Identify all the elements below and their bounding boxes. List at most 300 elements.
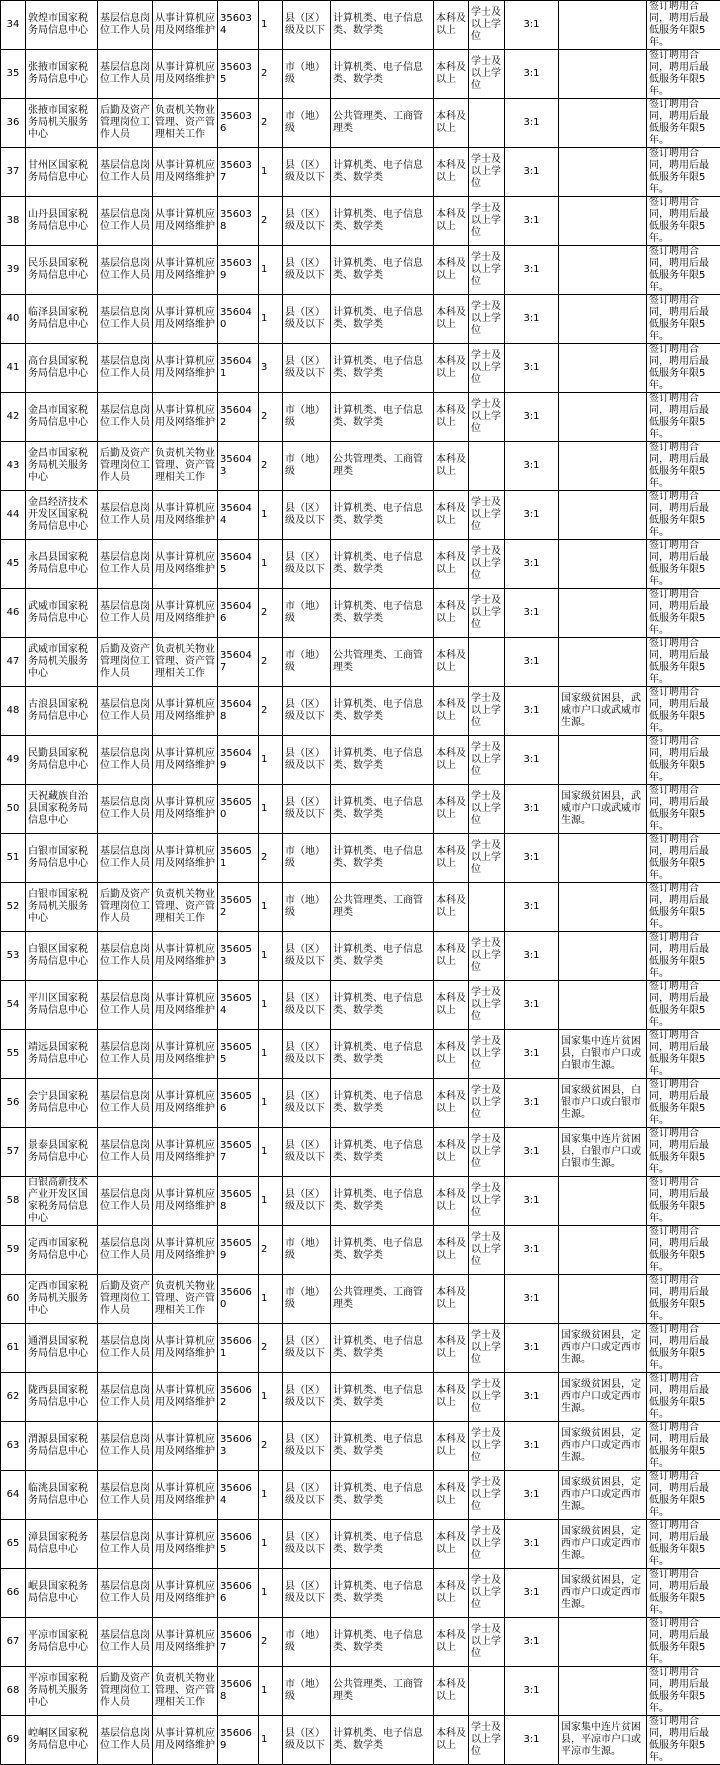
- education-cell: 本科及以上: [434, 589, 469, 638]
- row-number: 42: [1, 393, 26, 442]
- other-requirement-cell: [559, 442, 647, 491]
- post-code-cell: 356046: [218, 589, 259, 638]
- hire-count-cell: 2: [259, 589, 283, 638]
- ratio-cell: 3:1: [505, 981, 559, 1030]
- level-cell: 市（地）级: [283, 1618, 331, 1667]
- table-row: [1, 99, 720, 148]
- table-row: [1, 589, 720, 638]
- major-cell: 计算机类、电子信息类、数学类: [331, 344, 434, 393]
- hire-count-cell: 1: [259, 932, 283, 981]
- note-cell: 签订聘用合同，聘用后最低服务年限5年。: [647, 246, 720, 295]
- row-number: 39: [1, 246, 26, 295]
- row-number: 60: [1, 1275, 26, 1324]
- note-cell: 签订聘用合同，聘用后最低服务年限5年。: [647, 1520, 720, 1569]
- table-row: [1, 344, 720, 393]
- degree-cell: 学士及以上学位: [469, 295, 505, 344]
- major-cell: 计算机类、电子信息类、数学类: [331, 1716, 434, 1765]
- level-cell: 县（区）级及以下: [283, 1030, 331, 1079]
- ratio-cell: 3:1: [505, 246, 559, 295]
- note-cell: 签订聘用合同，聘用后最低服务年限5年。: [647, 50, 720, 99]
- degree-cell: 学士及以上学位: [469, 148, 505, 197]
- row-number: 64: [1, 1471, 26, 1520]
- major-cell: 计算机类、电子信息类、数学类: [331, 1520, 434, 1569]
- hire-count-cell: 1: [259, 785, 283, 834]
- post-name-cell: 基层信息岗位工作人员: [98, 1079, 153, 1128]
- note-cell: 签订聘用合同，聘用后最低服务年限5年。: [647, 393, 720, 442]
- note-cell: 签订聘用合同，聘用后最低服务年限5年。: [647, 1716, 720, 1765]
- org-name-cell: 白银市国家税务局信息中心: [26, 834, 98, 883]
- post-code-cell: 356060: [218, 1275, 259, 1324]
- post-code-cell: 356057: [218, 1128, 259, 1177]
- major-cell: 公共管理类、工商管理类: [331, 1667, 434, 1716]
- ratio-cell: 3:1: [505, 1, 559, 50]
- table-row: [1, 50, 720, 99]
- degree-cell: 学士及以上学位: [469, 589, 505, 638]
- post-name-cell: 基层信息岗位工作人员: [98, 932, 153, 981]
- education-cell: 本科及以上: [434, 1177, 469, 1226]
- post-name-cell: 后勤及资产管理岗位工作人员: [98, 638, 153, 687]
- degree-cell: 学士及以上学位: [469, 736, 505, 785]
- org-name-cell: 白银市国家税务局机关服务中心: [26, 883, 98, 932]
- ratio-cell: 3:1: [505, 1520, 559, 1569]
- note-cell: 签订聘用合同，聘用后最低服务年限5年。: [647, 785, 720, 834]
- note-cell: 签订聘用合同，聘用后最低服务年限5年。: [647, 344, 720, 393]
- major-cell: 计算机类、电子信息类、数学类: [331, 1471, 434, 1520]
- degree-cell: [469, 99, 505, 148]
- other-requirement-cell: 国家级贫困县，定西市户口或定西市生源。: [559, 1373, 647, 1422]
- row-number: 50: [1, 785, 26, 834]
- other-requirement-cell: [559, 1275, 647, 1324]
- post-name-cell: 基层信息岗位工作人员: [98, 1324, 153, 1373]
- level-cell: 县（区）级及以下: [283, 1128, 331, 1177]
- degree-cell: 学士及以上学位: [469, 785, 505, 834]
- duty-cell: 从事计算机应用及网络维护: [153, 1226, 218, 1275]
- major-cell: 计算机类、电子信息类、数学类: [331, 589, 434, 638]
- post-name-cell: 基层信息岗位工作人员: [98, 295, 153, 344]
- duty-cell: 从事计算机应用及网络维护: [153, 50, 218, 99]
- org-name-cell: 岷县国家税务局信息中心: [26, 1569, 98, 1618]
- org-name-cell: 渭源县国家税务局信息中心: [26, 1422, 98, 1471]
- table-row: [1, 1324, 720, 1373]
- education-cell: 本科及以上: [434, 295, 469, 344]
- level-cell: 县（区）级及以下: [283, 736, 331, 785]
- level-cell: 县（区）级及以下: [283, 981, 331, 1030]
- education-cell: 本科及以上: [434, 442, 469, 491]
- org-name-cell: 古浪县国家税务局信息中心: [26, 687, 98, 736]
- post-code-cell: 356062: [218, 1373, 259, 1422]
- other-requirement-cell: [559, 638, 647, 687]
- note-cell: 签订聘用合同，聘用后最低服务年限5年。: [647, 1226, 720, 1275]
- other-requirement-cell: [559, 589, 647, 638]
- post-name-cell: 基层信息岗位工作人员: [98, 1471, 153, 1520]
- level-cell: 市（地）级: [283, 883, 331, 932]
- hire-count-cell: 1: [259, 1471, 283, 1520]
- post-name-cell: 后勤及资产管理岗位工作人员: [98, 1667, 153, 1716]
- duty-cell: 从事计算机应用及网络维护: [153, 834, 218, 883]
- education-cell: 本科及以上: [434, 932, 469, 981]
- other-requirement-cell: 国家级贫困县，定西市户口或定西市生源。: [559, 1324, 647, 1373]
- post-code-cell: 356034: [218, 1, 259, 50]
- other-requirement-cell: [559, 1618, 647, 1667]
- degree-cell: [469, 1275, 505, 1324]
- major-cell: 计算机类、电子信息类、数学类: [331, 1324, 434, 1373]
- hire-count-cell: 1: [259, 883, 283, 932]
- education-cell: 本科及以上: [434, 638, 469, 687]
- ratio-cell: 3:1: [505, 589, 559, 638]
- post-code-cell: 356036: [218, 99, 259, 148]
- note-cell: 签订聘用合同，聘用后最低服务年限5年。: [647, 834, 720, 883]
- major-cell: 计算机类、电子信息类、数学类: [331, 1226, 434, 1275]
- row-number: 49: [1, 736, 26, 785]
- duty-cell: 从事计算机应用及网络维护: [153, 1373, 218, 1422]
- table-row: [1, 491, 720, 540]
- post-code-cell: 356056: [218, 1079, 259, 1128]
- education-cell: 本科及以上: [434, 246, 469, 295]
- note-cell: 签订聘用合同，聘用后最低服务年限5年。: [647, 1471, 720, 1520]
- ratio-cell: 3:1: [505, 1667, 559, 1716]
- org-name-cell: 崆峒区国家税务局信息中心: [26, 1716, 98, 1765]
- degree-cell: 学士及以上学位: [469, 981, 505, 1030]
- post-name-cell: 基层信息岗位工作人员: [98, 1226, 153, 1275]
- post-name-cell: 基层信息岗位工作人员: [98, 785, 153, 834]
- other-requirement-cell: [559, 883, 647, 932]
- education-cell: 本科及以上: [434, 785, 469, 834]
- major-cell: 计算机类、电子信息类、数学类: [331, 1079, 434, 1128]
- duty-cell: 从事计算机应用及网络维护: [153, 1716, 218, 1765]
- degree-cell: [469, 638, 505, 687]
- duty-cell: 从事计算机应用及网络维护: [153, 1618, 218, 1667]
- row-number: 65: [1, 1520, 26, 1569]
- major-cell: 计算机类、电子信息类、数学类: [331, 1569, 434, 1618]
- org-name-cell: 金昌经济技术开发区国家税务局信息中心: [26, 491, 98, 540]
- post-code-cell: 356038: [218, 197, 259, 246]
- table-row: [1, 1520, 720, 1569]
- row-number: 61: [1, 1324, 26, 1373]
- degree-cell: 学士及以上学位: [469, 1, 505, 50]
- post-code-cell: 356067: [218, 1618, 259, 1667]
- ratio-cell: 3:1: [505, 1471, 559, 1520]
- post-code-cell: 356045: [218, 540, 259, 589]
- ratio-cell: 3:1: [505, 1275, 559, 1324]
- table-row: [1, 246, 720, 295]
- row-number: 52: [1, 883, 26, 932]
- major-cell: 计算机类、电子信息类、数学类: [331, 1128, 434, 1177]
- major-cell: 计算机类、电子信息类、数学类: [331, 834, 434, 883]
- hire-count-cell: 2: [259, 638, 283, 687]
- org-name-cell: 敦煌市国家税务局信息中心: [26, 1, 98, 50]
- duty-cell: 从事计算机应用及网络维护: [153, 736, 218, 785]
- ratio-cell: 3:1: [505, 1422, 559, 1471]
- post-name-cell: 基层信息岗位工作人员: [98, 148, 153, 197]
- hire-count-cell: 1: [259, 1520, 283, 1569]
- level-cell: 县（区）级及以下: [283, 1716, 331, 1765]
- ratio-cell: 3:1: [505, 442, 559, 491]
- level-cell: 县（区）级及以下: [283, 197, 331, 246]
- row-number: 37: [1, 148, 26, 197]
- other-requirement-cell: 国家级贫困县，武威市户口或武威市生源。: [559, 785, 647, 834]
- duty-cell: 负责机关物业管理、资产管理相关工作: [153, 638, 218, 687]
- major-cell: 计算机类、电子信息类、数学类: [331, 932, 434, 981]
- post-code-cell: 356059: [218, 1226, 259, 1275]
- post-name-cell: 后勤及资产管理岗位工作人员: [98, 1275, 153, 1324]
- org-name-cell: 平川区国家税务局信息中心: [26, 981, 98, 1030]
- level-cell: 市（地）级: [283, 589, 331, 638]
- hire-count-cell: 2: [259, 1324, 283, 1373]
- post-code-cell: 356043: [218, 442, 259, 491]
- degree-cell: 学士及以上学位: [469, 834, 505, 883]
- org-name-cell: 陇西县国家税务局信息中心: [26, 1373, 98, 1422]
- hire-count-cell: 1: [259, 1128, 283, 1177]
- degree-cell: 学士及以上学位: [469, 1079, 505, 1128]
- post-name-cell: 基层信息岗位工作人员: [98, 1, 153, 50]
- post-name-cell: 基层信息岗位工作人员: [98, 540, 153, 589]
- table-row: [1, 687, 720, 736]
- duty-cell: 从事计算机应用及网络维护: [153, 344, 218, 393]
- table-row: [1, 1, 720, 50]
- education-cell: 本科及以上: [434, 1618, 469, 1667]
- duty-cell: 从事计算机应用及网络维护: [153, 1, 218, 50]
- org-name-cell: 会宁县国家税务局信息中心: [26, 1079, 98, 1128]
- level-cell: 县（区）级及以下: [283, 1177, 331, 1226]
- row-number: 53: [1, 932, 26, 981]
- table-row: [1, 785, 720, 834]
- post-code-cell: 356066: [218, 1569, 259, 1618]
- ratio-cell: 3:1: [505, 883, 559, 932]
- ratio-cell: 3:1: [505, 540, 559, 589]
- other-requirement-cell: [559, 981, 647, 1030]
- post-name-cell: 基层信息岗位工作人员: [98, 50, 153, 99]
- table-row: [1, 834, 720, 883]
- post-code-cell: 356044: [218, 491, 259, 540]
- degree-cell: [469, 883, 505, 932]
- level-cell: 县（区）级及以下: [283, 148, 331, 197]
- degree-cell: 学士及以上学位: [469, 1618, 505, 1667]
- other-requirement-cell: 国家级贫困县，定西市户口或定西市生源。: [559, 1471, 647, 1520]
- table-row: [1, 1275, 720, 1324]
- duty-cell: 从事计算机应用及网络维护: [153, 1520, 218, 1569]
- education-cell: 本科及以上: [434, 1373, 469, 1422]
- post-code-cell: 356055: [218, 1030, 259, 1079]
- major-cell: 公共管理类、工商管理类: [331, 883, 434, 932]
- hire-count-cell: 1: [259, 1569, 283, 1618]
- level-cell: 县（区）级及以下: [283, 1520, 331, 1569]
- org-name-cell: 靖远县国家税务局信息中心: [26, 1030, 98, 1079]
- duty-cell: 从事计算机应用及网络维护: [153, 687, 218, 736]
- duty-cell: 从事计算机应用及网络维护: [153, 540, 218, 589]
- post-code-cell: 356065: [218, 1520, 259, 1569]
- post-code-cell: 356054: [218, 981, 259, 1030]
- level-cell: 市（地）级: [283, 638, 331, 687]
- org-name-cell: 定西市国家税务局机关服务中心: [26, 1275, 98, 1324]
- education-cell: 本科及以上: [434, 981, 469, 1030]
- level-cell: 县（区）级及以下: [283, 1324, 331, 1373]
- ratio-cell: 3:1: [505, 1618, 559, 1667]
- education-cell: 本科及以上: [434, 491, 469, 540]
- major-cell: 计算机类、电子信息类、数学类: [331, 736, 434, 785]
- hire-count-cell: 1: [259, 1, 283, 50]
- hire-count-cell: 2: [259, 1226, 283, 1275]
- row-number: 59: [1, 1226, 26, 1275]
- note-cell: 签订聘用合同，聘用后最低服务年限5年。: [647, 687, 720, 736]
- education-cell: 本科及以上: [434, 1275, 469, 1324]
- post-name-cell: 基层信息岗位工作人员: [98, 1520, 153, 1569]
- duty-cell: 从事计算机应用及网络维护: [153, 785, 218, 834]
- table-row: [1, 1471, 720, 1520]
- duty-cell: 从事计算机应用及网络维护: [153, 932, 218, 981]
- degree-cell: 学士及以上学位: [469, 1716, 505, 1765]
- education-cell: 本科及以上: [434, 736, 469, 785]
- table-row: [1, 981, 720, 1030]
- duty-cell: 从事计算机应用及网络维护: [153, 1422, 218, 1471]
- level-cell: 市（地）级: [283, 393, 331, 442]
- education-cell: 本科及以上: [434, 1128, 469, 1177]
- other-requirement-cell: [559, 99, 647, 148]
- row-number: 44: [1, 491, 26, 540]
- org-name-cell: 平凉市国家税务局信息中心: [26, 1618, 98, 1667]
- degree-cell: 学士及以上学位: [469, 197, 505, 246]
- major-cell: 公共管理类、工商管理类: [331, 99, 434, 148]
- education-cell: 本科及以上: [434, 393, 469, 442]
- duty-cell: 从事计算机应用及网络维护: [153, 197, 218, 246]
- row-number: 40: [1, 295, 26, 344]
- org-name-cell: 白银区国家税务局信息中心: [26, 932, 98, 981]
- education-cell: 本科及以上: [434, 1226, 469, 1275]
- level-cell: 市（地）级: [283, 1275, 331, 1324]
- other-requirement-cell: 国家级贫困县，武威市户口或武威市生源。: [559, 687, 647, 736]
- org-name-cell: 武威市国家税务局信息中心: [26, 589, 98, 638]
- ratio-cell: 3:1: [505, 148, 559, 197]
- education-cell: 本科及以上: [434, 1520, 469, 1569]
- education-cell: 本科及以上: [434, 1324, 469, 1373]
- major-cell: 计算机类、电子信息类、数学类: [331, 540, 434, 589]
- post-name-cell: 基层信息岗位工作人员: [98, 344, 153, 393]
- post-name-cell: 基层信息岗位工作人员: [98, 1422, 153, 1471]
- level-cell: 县（区）级及以下: [283, 344, 331, 393]
- duty-cell: 从事计算机应用及网络维护: [153, 981, 218, 1030]
- org-name-cell: 定西市国家税务局信息中心: [26, 1226, 98, 1275]
- org-name-cell: 民乐县国家税务局信息中心: [26, 246, 98, 295]
- note-cell: 签订聘用合同，聘用后最低服务年限5年。: [647, 1667, 720, 1716]
- ratio-cell: 3:1: [505, 1079, 559, 1128]
- ratio-cell: 3:1: [505, 295, 559, 344]
- post-name-cell: 基层信息岗位工作人员: [98, 197, 153, 246]
- row-number: 69: [1, 1716, 26, 1765]
- degree-cell: 学士及以上学位: [469, 687, 505, 736]
- education-cell: 本科及以上: [434, 687, 469, 736]
- other-requirement-cell: 国家级贫困县，定西市户口或定西市生源。: [559, 1422, 647, 1471]
- ratio-cell: 3:1: [505, 393, 559, 442]
- duty-cell: 负责机关物业管理、资产管理相关工作: [153, 442, 218, 491]
- other-requirement-cell: [559, 50, 647, 99]
- row-number: 48: [1, 687, 26, 736]
- post-code-cell: 356051: [218, 834, 259, 883]
- education-cell: 本科及以上: [434, 50, 469, 99]
- hire-count-cell: 2: [259, 99, 283, 148]
- major-cell: 计算机类、电子信息类、数学类: [331, 491, 434, 540]
- hire-count-cell: 2: [259, 50, 283, 99]
- duty-cell: 从事计算机应用及网络维护: [153, 1324, 218, 1373]
- table-row: [1, 148, 720, 197]
- level-cell: 县（区）级及以下: [283, 1079, 331, 1128]
- hire-count-cell: 2: [259, 393, 283, 442]
- table-row: [1, 1716, 720, 1765]
- table-row: [1, 932, 720, 981]
- ratio-cell: 3:1: [505, 99, 559, 148]
- post-name-cell: 基层信息岗位工作人员: [98, 1569, 153, 1618]
- row-number: 41: [1, 344, 26, 393]
- major-cell: 计算机类、电子信息类、数学类: [331, 1177, 434, 1226]
- note-cell: 签订聘用合同，聘用后最低服务年限5年。: [647, 1177, 720, 1226]
- ratio-cell: 3:1: [505, 1324, 559, 1373]
- education-cell: 本科及以上: [434, 1716, 469, 1765]
- education-cell: 本科及以上: [434, 197, 469, 246]
- note-cell: 签订聘用合同，聘用后最低服务年限5年。: [647, 442, 720, 491]
- level-cell: 县（区）级及以下: [283, 246, 331, 295]
- degree-cell: 学士及以上学位: [469, 1324, 505, 1373]
- row-number: 56: [1, 1079, 26, 1128]
- row-number: 68: [1, 1667, 26, 1716]
- degree-cell: 学士及以上学位: [469, 491, 505, 540]
- hire-count-cell: 1: [259, 246, 283, 295]
- hire-count-cell: 1: [259, 491, 283, 540]
- post-code-cell: 356035: [218, 50, 259, 99]
- note-cell: 签订聘用合同，聘用后最低服务年限5年。: [647, 1275, 720, 1324]
- ratio-cell: 3:1: [505, 932, 559, 981]
- hire-count-cell: 1: [259, 1177, 283, 1226]
- post-name-cell: 基层信息岗位工作人员: [98, 491, 153, 540]
- note-cell: 签订聘用合同，聘用后最低服务年限5年。: [647, 638, 720, 687]
- other-requirement-cell: [559, 540, 647, 589]
- other-requirement-cell: [559, 393, 647, 442]
- note-cell: 签订聘用合同，聘用后最低服务年限5年。: [647, 883, 720, 932]
- duty-cell: 从事计算机应用及网络维护: [153, 1128, 218, 1177]
- post-code-cell: 356047: [218, 638, 259, 687]
- org-name-cell: 天祝藏族自治县国家税务局信息中心: [26, 785, 98, 834]
- table-row: [1, 1226, 720, 1275]
- ratio-cell: 3:1: [505, 50, 559, 99]
- major-cell: 计算机类、电子信息类、数学类: [331, 1618, 434, 1667]
- row-number: 58: [1, 1177, 26, 1226]
- hire-count-cell: 1: [259, 1667, 283, 1716]
- level-cell: 市（地）级: [283, 99, 331, 148]
- ratio-cell: 3:1: [505, 1226, 559, 1275]
- other-requirement-cell: [559, 344, 647, 393]
- table-row: [1, 442, 720, 491]
- table-row: [1, 1618, 720, 1667]
- note-cell: 签订聘用合同，聘用后最低服务年限5年。: [647, 589, 720, 638]
- other-requirement-cell: [559, 736, 647, 785]
- note-cell: 签订聘用合同，聘用后最低服务年限5年。: [647, 981, 720, 1030]
- post-code-cell: 356040: [218, 295, 259, 344]
- hire-count-cell: 2: [259, 1618, 283, 1667]
- major-cell: 公共管理类、工商管理类: [331, 442, 434, 491]
- level-cell: 市（地）级: [283, 1667, 331, 1716]
- ratio-cell: 3:1: [505, 1373, 559, 1422]
- org-name-cell: 景泰县国家税务局信息中心: [26, 1128, 98, 1177]
- other-requirement-cell: [559, 834, 647, 883]
- degree-cell: 学士及以上学位: [469, 1569, 505, 1618]
- education-cell: 本科及以上: [434, 540, 469, 589]
- table-row: [1, 1373, 720, 1422]
- duty-cell: 从事计算机应用及网络维护: [153, 148, 218, 197]
- note-cell: 签订聘用合同，聘用后最低服务年限5年。: [647, 932, 720, 981]
- row-number: 35: [1, 50, 26, 99]
- org-name-cell: 民勤县国家税务局信息中心: [26, 736, 98, 785]
- degree-cell: 学士及以上学位: [469, 540, 505, 589]
- org-name-cell: 临洮县国家税务局信息中心: [26, 1471, 98, 1520]
- duty-cell: 从事计算机应用及网络维护: [153, 1177, 218, 1226]
- education-cell: 本科及以上: [434, 883, 469, 932]
